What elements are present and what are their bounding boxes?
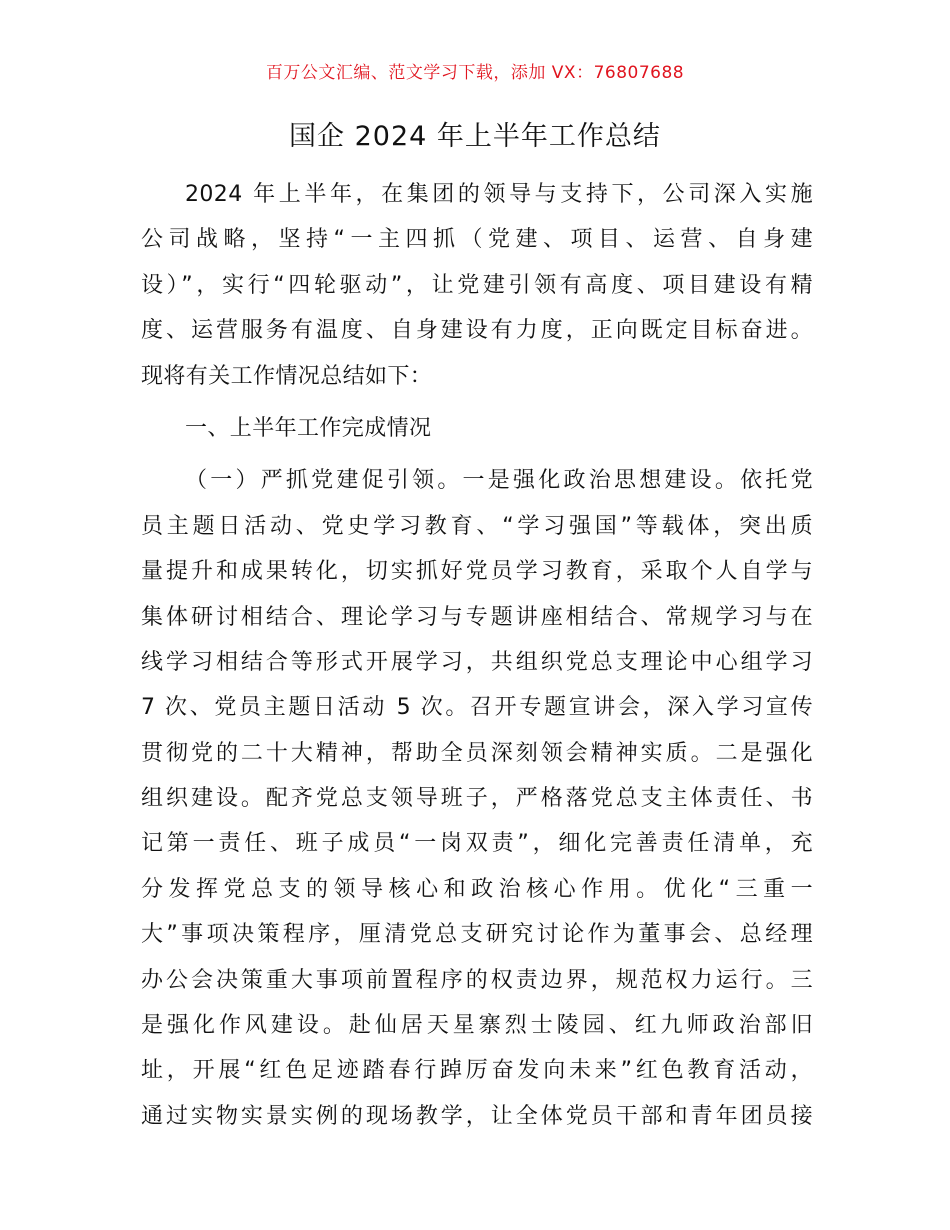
paragraph-line: 记第一责任、班子成员“一岗双责”，细化完善责任清单，充 [141,831,813,857]
paragraph-line: 量提升和成果转化，切实抓好党员学习教育，采取个人自学与 [141,559,813,585]
paragraph-line: 是强化作风建设。赴仙居天星寨烈士陵园、红九师政治部旧 [141,1013,813,1039]
intro-line: 设）”，实行“四轮驱动”，让党建引领有高度、项目建设有精 [141,272,813,298]
intro-line: 度、运营服务有温度、自身建设有力度，正向既定目标奋进。 [141,318,813,344]
intro-line: 2024 年上半年，在集团的领导与支持下，公司深入实施 [185,182,813,207]
watermark-header: 百万公文汇编、范文学习下载，添加 VX：76807688 [265,63,685,83]
paragraph-line: 线学习相结合等形式开展学习，共组织党总支理论中心组学习 [141,649,813,675]
paragraph-line: 组织建设。配齐党总支领导班子，严格落党总支主体责任、书 [141,786,813,812]
document-title: 国企 2024 年上半年工作总结 [289,121,661,152]
paragraph-line: 通过实物实景实例的现场教学，让全体党员干部和青年团员接 [141,1103,813,1129]
paragraph-line: 7 次、党员主题日活动 5 次。召开专题宣讲会，深入学习宣传 [141,695,813,721]
paragraph-line: （一）严抓党建促引领。一是强化政治思想建设。依托党 [185,468,813,494]
paragraph-line: 址，开展“红色足迹踏春行踔厉奋发向未来”红色教育活动， [141,1058,813,1084]
paragraph-line: 员主题日活动、党史学习教育、“学习强国”等载体，突出质 [141,513,813,539]
intro-line: 公司战略，坚持“一主四抓（党建、项目、运营、自身建 [141,227,813,253]
paragraph-line: 分发挥党总支的领导核心和政治核心作用。优化“三重一 [141,876,813,902]
paragraph-line: 集体研讨相结合、理论学习与专题讲座相结合、常规学习与在 [141,604,813,630]
document-body [141,172,813,1139]
paragraph-line: 贯彻党的二十大精神，帮助全员深刻领会精神实质。二是强化 [141,740,813,766]
paragraph-line: 办公会决策重大事项前置程序的权责边界，规范权力运行。三 [141,967,813,993]
intro-line: 现将有关工作情况总结如下： [141,363,433,389]
section-heading: 一、上半年工作完成情况 [185,415,432,441]
paragraph-line: 大”事项决策程序，厘清党总支研究讨论作为董事会、总经理 [141,922,813,948]
